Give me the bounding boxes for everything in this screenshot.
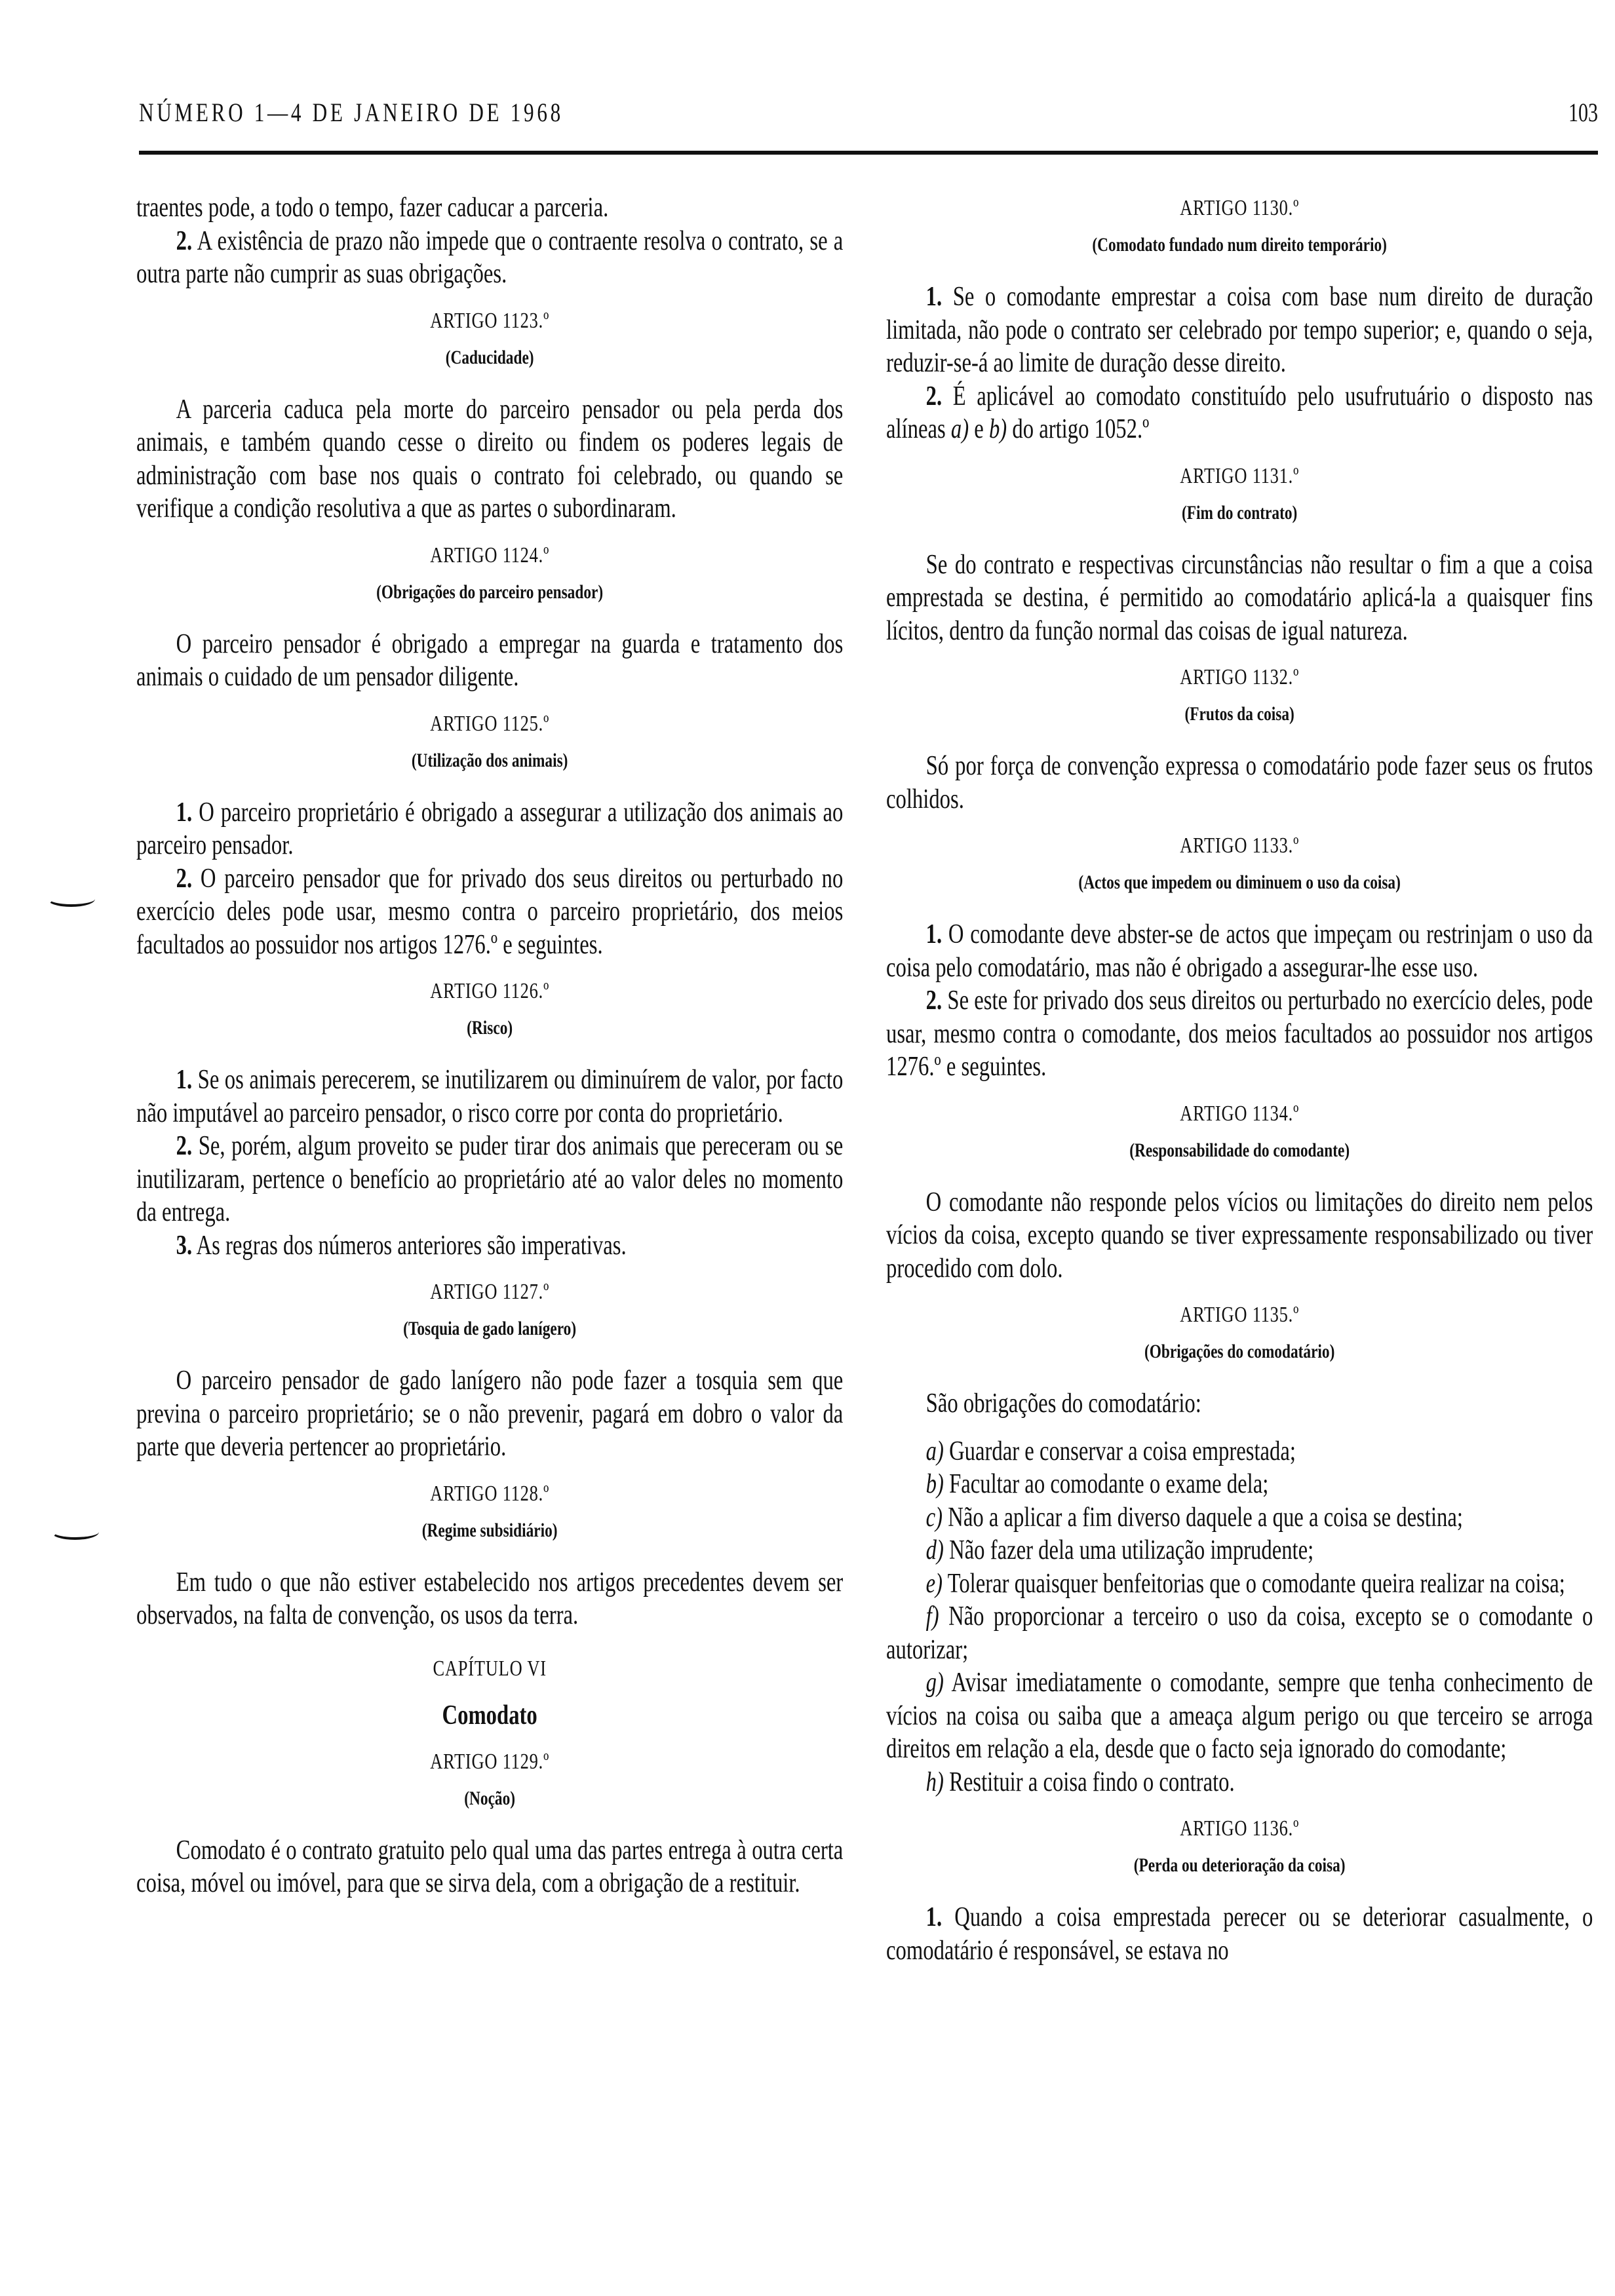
article-1133-number: ARTIGO 1133.º	[1180, 833, 1300, 858]
article-1129-number: ARTIGO 1129.º	[430, 1749, 550, 1774]
article-1125-number: ARTIGO 1125.º	[430, 711, 550, 736]
continuation-item-2: 2. A existência de prazo não impede que o contraente resolva o contrato, se a outra parte não cumprir as suas obrigações.	[136, 225, 844, 289]
article-1132-number: ARTIGO 1132.º	[1180, 665, 1300, 689]
article-1126-number: ARTIGO 1126.º	[430, 979, 550, 1003]
alinea-item: h) Restituir a coisa findo o contrato.	[925, 1767, 1235, 1797]
running-title: NÚMERO 1—4 DE JANEIRO DE 1968	[139, 98, 564, 127]
article-1129-text: Comodato é o contrato gratuito pelo qual uma das partes entrega à outra certa coisa, móvel ou imóvel, para que se sirva dela, com a obrigação de a restituir.	[136, 1835, 844, 1898]
article-1136-item: 1. Quando a coisa emprestada perecer ou se deteriorar casualmente, o comodatário é responsável, se estava no	[886, 1902, 1593, 1966]
article-1133-item: 2. Se este for privado dos seus direitos ou perturbado no exercício deles, pode usar, mesmo contra o comodante, dos meios facultados ao possuidor nos artigos 1276.º e seguintes.	[886, 985, 1593, 1082]
chapter-title: Comodato	[442, 1700, 537, 1731]
alinea-item: c) Não a aplicar a fim diverso daquele a que a coisa se destina;	[925, 1502, 1463, 1533]
article-1125-title: (Utilização dos animais)	[411, 749, 568, 771]
alinea-item: f) Não proporcionar a terceiro o uso da coisa, excepto se o comodante o autorizar;	[886, 1601, 1593, 1665]
chapter-number: CAPÍTULO VI	[433, 1656, 547, 1681]
article-1127-text: O parceiro pensador de gado lanígero não pode fazer a tosquia sem que previna o parceiro proprietário; se o não prevenir, pagará em dobro o valor da parte que deveria pertencer ao proprietário.	[136, 1366, 844, 1462]
article-1132-text: Só por força de convenção expressa o comodatário pode fazer seus os frutos colhidos.	[886, 751, 1593, 814]
left-column	[136, 191, 843, 1900]
article-1125-item: 1. O parceiro proprietário é obrigado a assegurar a utilização dos animais ao parceiro pensador.	[136, 797, 844, 860]
article-1129-title: (Noção)	[464, 1787, 516, 1809]
article-1136-title: (Perda ou deterioração da coisa)	[1133, 1854, 1346, 1876]
article-1127-title: (Tosquia de gado lanígero)	[403, 1318, 577, 1339]
article-1135-intro: São obrigações do comodatário:	[925, 1388, 1201, 1419]
article-1134-text: O comodante não responde pelos vícios ou limitações do direito nem pelos vícios da coisa, excepto quando se tiver expressamente responsabilizado ou tiver procedido com dolo.	[886, 1187, 1593, 1284]
margin-pen-mark	[47, 891, 95, 907]
article-1127-number: ARTIGO 1127.º	[430, 1280, 550, 1304]
article-1131-text: Se do contrato e respectivas circunstâncias não resultar o fim a que a coisa emprestada se destina, é permitido ao comodatário aplicá-la a quaisquer fins lícitos, dentro da função normal das coisas de igual natureza.	[886, 549, 1593, 646]
article-1130-title: (Comodato fundado num direito temporário)	[1092, 234, 1387, 256]
article-1123-title: (Caducidade)	[445, 346, 534, 368]
alinea-item: e) Tolerar quaisquer benfeitorias que o comodante queira realizar na coisa;	[925, 1568, 1565, 1599]
article-1128-text: Em tudo o que não estiver estabelecido nos artigos precedentes devem ser observados, na falta de convenção, os usos da terra.	[136, 1567, 844, 1630]
header-rule	[139, 151, 1598, 155]
article-1130-item: 1. Se o comodante emprestar a coisa com base num direito de duração limitada, não pode o contrato ser celebrado por tempo superior; e, quando o seja, reduzir-se-á ao limite de duração desse direito.	[886, 282, 1593, 378]
article-1131-number: ARTIGO 1131.º	[1180, 463, 1300, 488]
article-1128-title: (Regime subsidiário)	[421, 1519, 558, 1541]
alinea-item: a) Guardar e conservar a coisa emprestada;	[925, 1436, 1296, 1466]
article-1132-title: (Frutos da coisa)	[1184, 703, 1294, 725]
article-1134-number: ARTIGO 1134.º	[1180, 1101, 1300, 1126]
article-1133-title: (Actos que impedem ou diminuem o uso da coisa)	[1078, 871, 1401, 893]
article-1130-item: 2. É aplicável ao comodato constituído pelo usufrutuário o disposto nas alíneas a) e b) do artigo 1052.º	[886, 381, 1593, 444]
article-1135-title: (Obrigações do comodatário)	[1144, 1341, 1335, 1362]
article-1134-title: (Responsabilidade do comodante)	[1129, 1139, 1350, 1161]
article-1130-number: ARTIGO 1130.º	[1180, 196, 1300, 220]
page-number: 103	[1568, 98, 1598, 127]
continuation-paragraph: traentes pode, a todo o tempo, fazer caducar a parceria.	[136, 193, 609, 223]
article-1124-number: ARTIGO 1124.º	[430, 543, 550, 567]
article-1124-text: O parceiro pensador é obrigado a empregar na guarda e tratamento dos animais o cuidado de um pensador diligente.	[136, 628, 844, 692]
article-1123-number: ARTIGO 1123.º	[430, 308, 550, 333]
article-1124-title: (Obrigações do parceiro pensador)	[376, 581, 604, 603]
article-1128-number: ARTIGO 1128.º	[430, 1481, 550, 1506]
alinea-item: b) Facultar ao comodante o exame dela;	[925, 1469, 1269, 1499]
article-1123-text: A parceria caduca pela morte do parceiro pensador ou pela perda dos animais, e também quando cesse o direito ou findem os poderes legais de administração com base nos quais o contrato foi celebrado, ou quando se verifique a condição resolutiva a que as partes o subordinaram.	[136, 394, 844, 524]
article-1126-title: (Risco)	[467, 1017, 513, 1039]
article-1135-number: ARTIGO 1135.º	[1180, 1303, 1300, 1327]
right-column	[886, 191, 1593, 1967]
article-1126-item: 1. Se os animais perecerem, se inutilizarem ou diminuírem de valor, por facto não imputável ao parceiro pensador, o risco corre por conta do proprietário.	[136, 1065, 844, 1128]
page-header	[139, 92, 1598, 138]
article-1126-item: 3. As regras dos números anteriores são imperativas.	[176, 1230, 627, 1261]
alinea-item: d) Não fazer dela uma utilização imprudente;	[925, 1535, 1314, 1565]
article-1126-item: 2. Se, porém, algum proveito se puder tirar dos animais que pereceram ou se inutilizaram, pertence o benefício ao proprietário até ao valor deles no momento da entrega.	[136, 1131, 844, 1227]
article-1125-item: 2. O parceiro pensador que for privado dos seus direitos ou perturbado no exercício deles pode usar, mesmo contra o parceiro proprietário, dos meios facultados ao possuidor nos artigos 1276.º e seguintes.	[136, 863, 844, 960]
article-1133-item: 1. O comodante deve abster-se de actos que impeçam ou restrinjam o uso da coisa pelo comodatário, mas não é obrigado a assegurar-lhe esse uso.	[886, 919, 1593, 983]
margin-pen-mark	[51, 1524, 99, 1540]
article-1136-number: ARTIGO 1136.º	[1180, 1816, 1300, 1841]
article-1131-title: (Fim do contrato)	[1181, 501, 1298, 524]
alinea-item: g) Avisar imediatamente o comodante, sempre que tenha conhecimento de vícios na coisa ou saiba que a ameaça algum perigo ou que terceiro se arroga direitos em relação a ela, desde que o facto seja ignorado do comodante;	[886, 1668, 1593, 1764]
